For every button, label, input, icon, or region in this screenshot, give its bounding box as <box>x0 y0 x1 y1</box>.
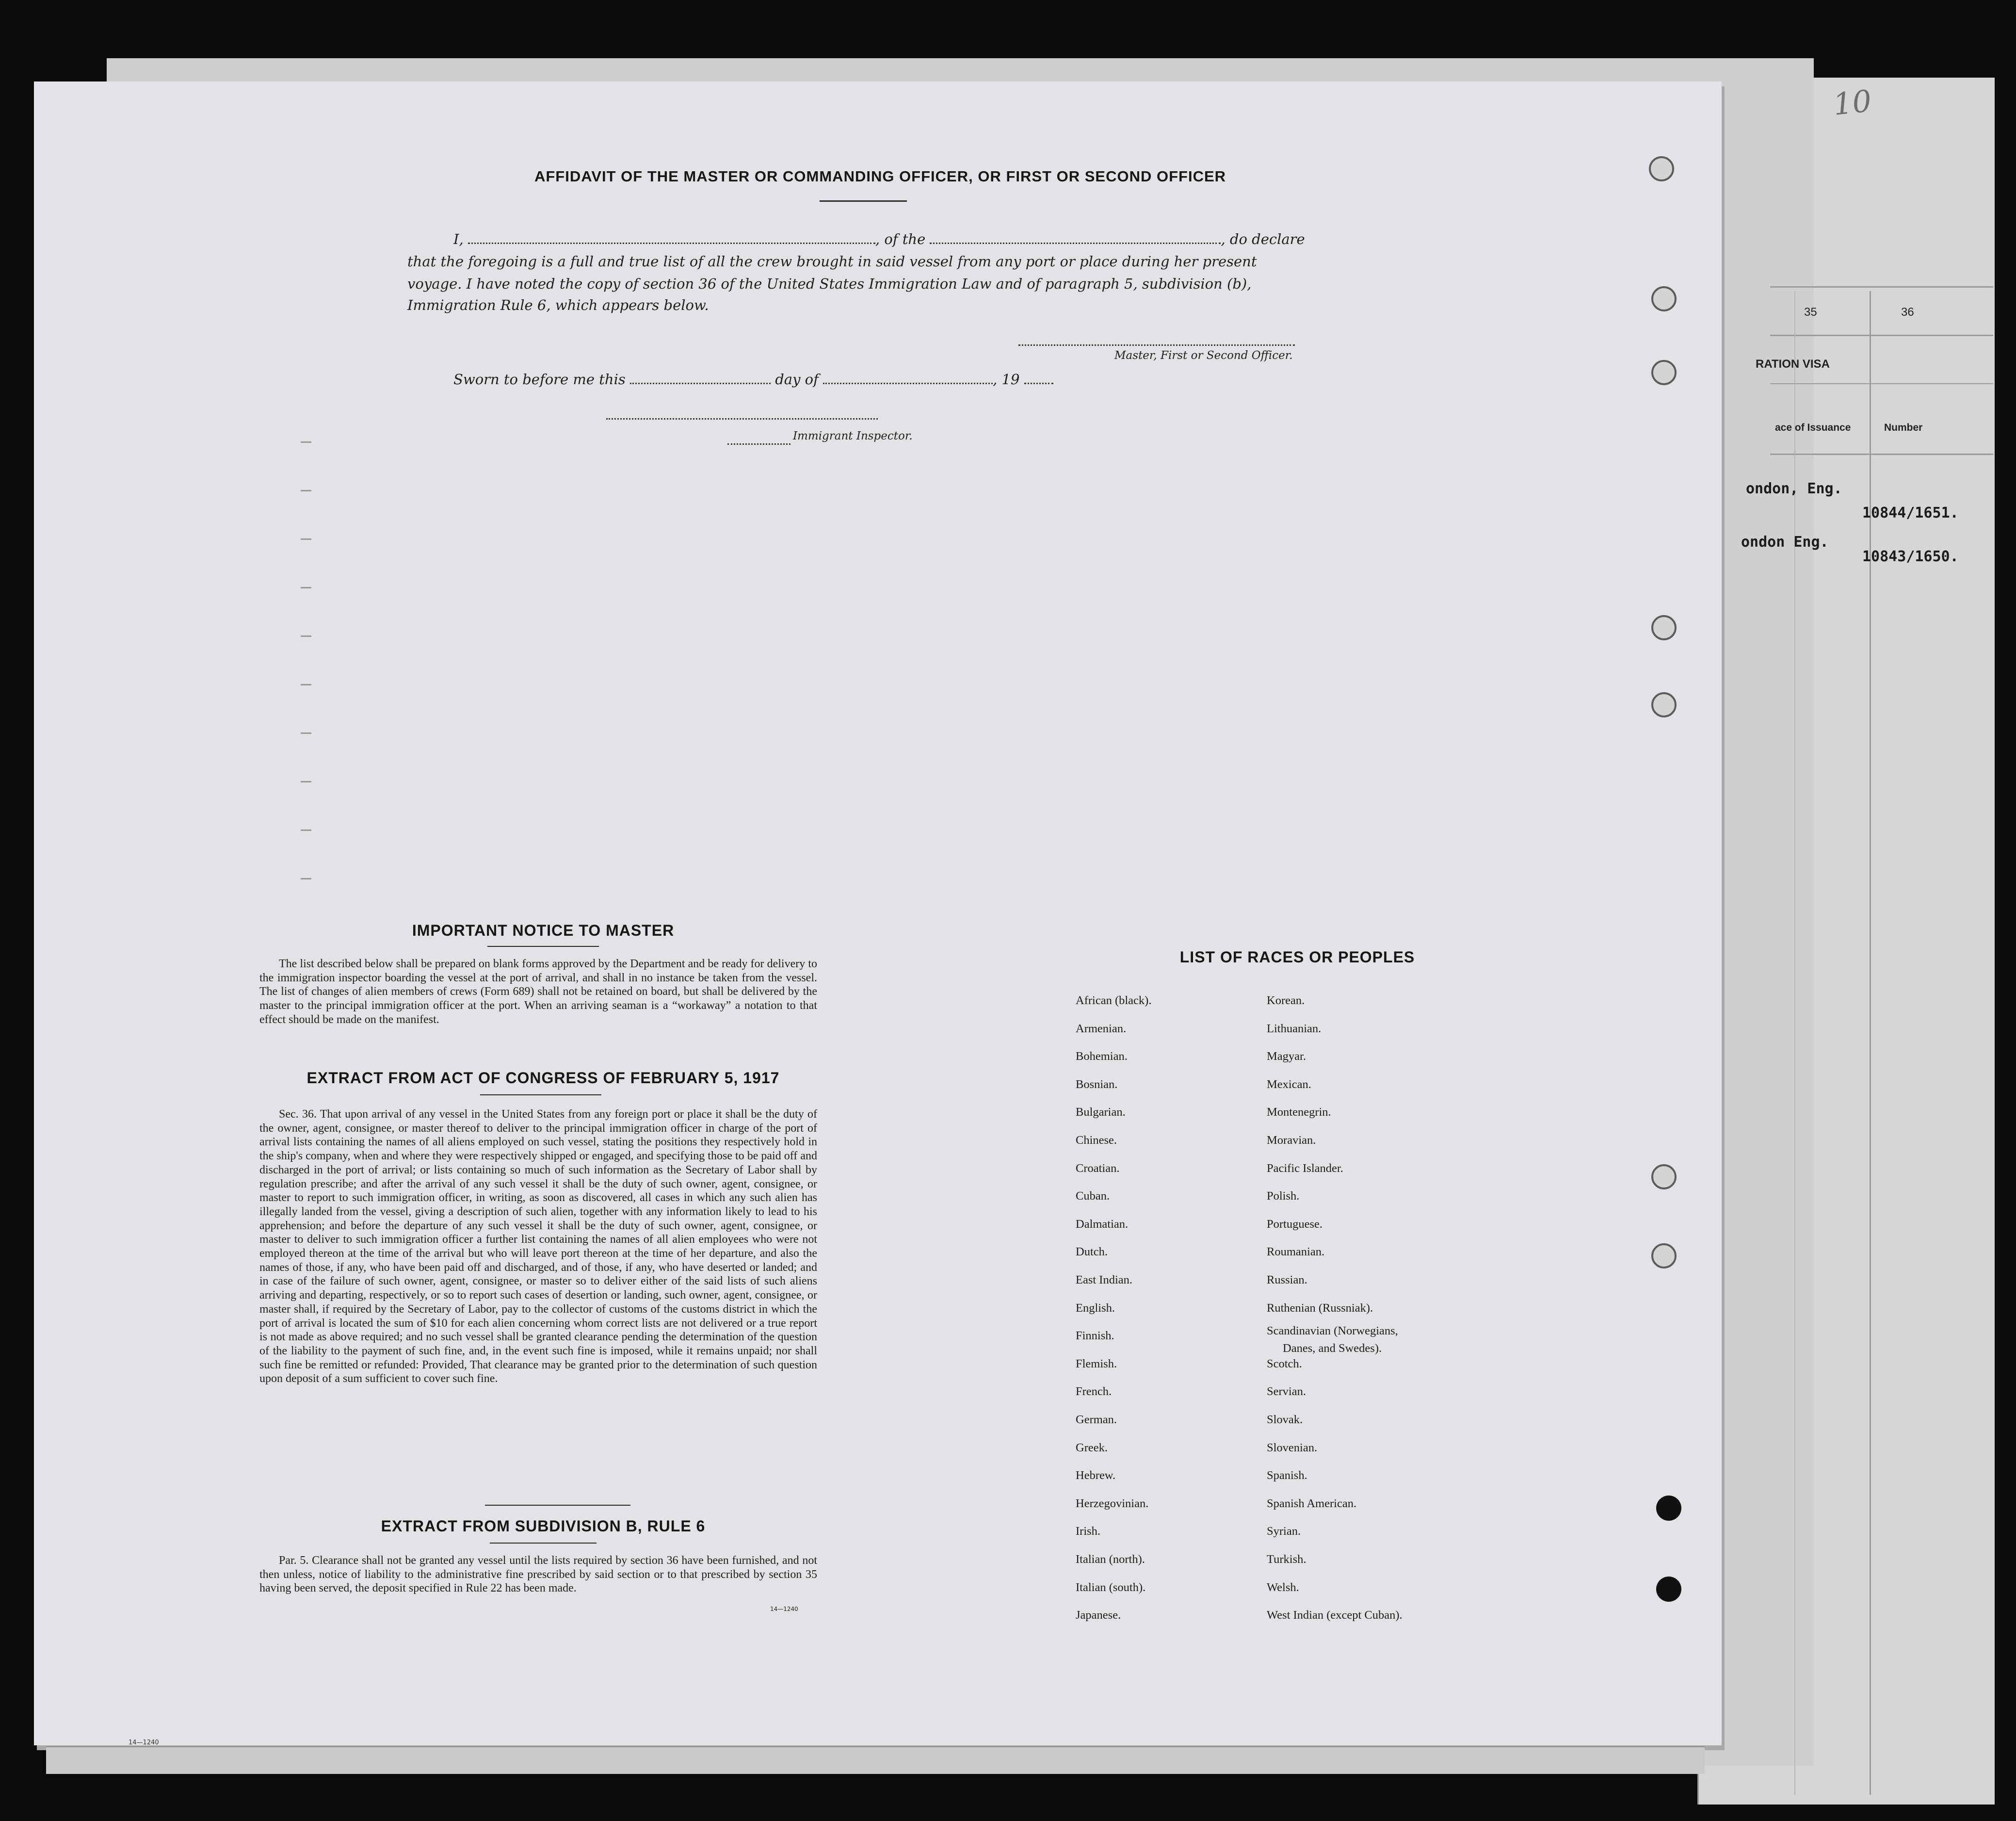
race-item: Roumanian. <box>1267 1245 1325 1259</box>
notice-title: IMPORTANT NOTICE TO MASTER <box>412 922 675 939</box>
race-item: French. <box>1076 1385 1112 1398</box>
declaration-text: voyage. I have noted the copy of section 36 of the United States Immigration Law and of paragraph 5, subdivision (b), <box>407 276 1252 292</box>
race-item: Scotch. <box>1267 1357 1302 1370</box>
race-item: Spanish American. <box>1267 1496 1357 1510</box>
race-item: Bulgarian. <box>1076 1106 1126 1119</box>
race-item: Syrian. <box>1267 1525 1301 1538</box>
affidavit-title: AFFIDAVIT OF THE MASTER OR COMMANDING OFFICER, OR FIRST OR SECOND OFFICER <box>534 168 1226 185</box>
margin-tick <box>301 587 311 588</box>
sworn-line <box>453 371 1053 388</box>
declare-label: , do declare <box>1221 231 1305 247</box>
act-extract-body <box>259 1107 817 1386</box>
master-signature-line[interactable] <box>1018 344 1295 346</box>
race-item: East Indian. <box>1076 1273 1133 1286</box>
strip-column-rule <box>1794 291 1795 1795</box>
rule-paragraph: Par. 5. Clearance shall not be granted any vessel until the lists required by section 36 have been furnished, and not then unless, notice of liability to the administrative fine prescribed by said section or to that prescribed by section 35 having been served, the deposit specified in Rule 22 has been made. <box>259 1554 817 1595</box>
visa-number: 10843/1650. <box>1862 548 1959 565</box>
race-item: Moravian. <box>1267 1134 1316 1147</box>
race-item: Flemish. <box>1076 1357 1117 1370</box>
declarant-label: I, <box>453 231 464 247</box>
race-item: Herzegovinian. <box>1076 1496 1149 1510</box>
race-item: Polish. <box>1267 1189 1300 1203</box>
form-number: 14—1240 <box>770 1606 798 1612</box>
visa-place: ondon, Eng. <box>1746 480 1842 497</box>
races-title: LIST OF RACES OR PEOPLES <box>1179 948 1415 966</box>
race-item: Armenian. <box>1076 1022 1127 1035</box>
visa-number: 10844/1651. <box>1862 504 1959 521</box>
punch-hole <box>1649 156 1674 181</box>
inspector-dots <box>727 443 790 445</box>
sworn-day-field[interactable] <box>630 383 771 384</box>
column-subheader: ace of Issuance <box>1775 422 1851 433</box>
margin-tick <box>301 732 311 734</box>
race-item: Dutch. <box>1076 1245 1108 1259</box>
edge-form-number: 14—1240 <box>129 1739 159 1746</box>
notice-body <box>259 957 817 1027</box>
margin-tick <box>301 490 311 491</box>
race-item: Croatian. <box>1076 1161 1120 1175</box>
handwritten-page-number: 10 <box>1831 83 1873 122</box>
race-item: Spanish. <box>1267 1469 1307 1482</box>
race-item: Welsh. <box>1267 1580 1299 1594</box>
declarant-name-field[interactable] <box>468 243 875 244</box>
rule-extract-body <box>259 1554 817 1595</box>
master-signature-label: Master, First or Second Officer. <box>1114 349 1293 362</box>
punch-hole <box>1656 1577 1681 1602</box>
punch-hole <box>1651 692 1677 717</box>
race-item: Japanese. <box>1076 1609 1121 1622</box>
visa-place: ondon Eng. <box>1741 534 1829 551</box>
race-item: Mexican. <box>1267 1077 1311 1091</box>
race-item: Chinese. <box>1076 1134 1117 1147</box>
race-item: Pacific Islander. <box>1267 1161 1343 1175</box>
page-bottom-edge <box>46 1746 1705 1774</box>
race-item: Finnish. <box>1076 1329 1114 1343</box>
race-item: Lithuanian. <box>1267 1022 1322 1035</box>
rule-extract-title: EXTRACT FROM SUBDIVISION B, RULE 6 <box>381 1517 706 1535</box>
race-item: Slovak. <box>1267 1413 1303 1426</box>
vessel-label: , of the <box>875 231 926 247</box>
punch-hole <box>1651 1243 1677 1268</box>
inspector-signature-line[interactable] <box>606 418 878 420</box>
strip-rule <box>1770 286 1993 288</box>
margin-tick <box>301 441 311 443</box>
race-item: German. <box>1076 1413 1117 1426</box>
margin-tick <box>301 829 311 831</box>
declaration-line <box>453 231 1305 247</box>
margin-tick <box>301 538 311 540</box>
race-item: Dalmatian. <box>1076 1217 1129 1231</box>
race-item: Italian (north). <box>1076 1553 1145 1566</box>
race-item: Bohemian. <box>1076 1050 1128 1063</box>
race-item: Greek. <box>1076 1441 1108 1454</box>
race-item: Servian. <box>1267 1385 1306 1398</box>
act-paragraph: Sec. 36. That upon arrival of any vessel in the United States from any foreign port or place it shall be the duty of the owner, agent, consignee, or master thereof to deliver to the principal immigration officer in charge of the port of arrival lists containing the names of all aliens employed on such vessel, stating the positions they respectively hold in the ship's company, when and where they were respectively shipped or engaged, and specifying those to be paid off and discharged in the port of arrival; or lists containing so much of such information as the Secretary of Labor shall by regulation prescribe; and after the arrival of any such vessel it shall be the duty of such owner, agent, consignee, or master to report to such immigration officer, in writing, as soon as discovered, all cases in which any such alien has illegally landed from the vessel, giving a description of such alien, together with any information likely to lead to his apprehension; and before the departure of any such vessel it shall be the duty of such owner, agent, consignee, or master to deliver to such immigration officer a further list containing the names of all alien employees who were not employed thereon at the time of the arrival but who will leave port thereon at the time of her departure, and also the names of those, if any, who have been paid off and discharged, and of those, if any, who have deserted or landed; and in case of the failure of such owner, agent, consignee, or master so to deliver either of the said lists of such aliens arriving and departing, respectively, or so to report such cases of desertion or landing, such owner, agent, consignee, or master shall, if required by the Secretary of Labor, pay to the collector of customs of the customs district in which the port of arrival is located the sum of $10 for each alien concerning whom correct lists are not delivered or a true report is not made as above required; and no such vessel shall be granted clearance pending the determination of the question of the liability to the payment of such fine, and, in the event such fine is imposed, while it remains unpaid; nor shall such fine be remitted or refunded: Provided, That clearance may be granted prior to the determination of such question upon deposit of a sum sufficient to cover such fine. <box>259 1108 817 1385</box>
strip-rule <box>1770 383 1993 384</box>
margin-tick <box>301 781 311 782</box>
race-item: Turkish. <box>1267 1553 1306 1566</box>
strip-rule <box>1770 454 1993 455</box>
race-item: Russian. <box>1267 1273 1307 1286</box>
strip-rule <box>1770 335 1993 336</box>
title-rule <box>820 200 907 202</box>
declaration-text: that the foregoing is a full and true list of all the crew brought in said vessel from any port or place during her present <box>407 253 1257 270</box>
column-subheader: Number <box>1884 422 1923 433</box>
race-item: Magyar. <box>1267 1050 1306 1063</box>
punch-hole <box>1656 1496 1681 1521</box>
margin-tick <box>301 684 311 685</box>
race-item: Scandinavian (Norwegians, <box>1267 1324 1398 1338</box>
margin-tick <box>301 878 311 879</box>
column-header: RATION VISA <box>1756 358 1830 371</box>
vessel-name-field[interactable] <box>930 243 1221 244</box>
race-item: Hebrew. <box>1076 1469 1116 1482</box>
race-item: Montenegrin. <box>1267 1106 1331 1119</box>
declaration-text: Immigration Rule 6, which appears below. <box>407 297 709 313</box>
race-item: Korean. <box>1267 994 1305 1007</box>
punch-hole <box>1651 1164 1677 1189</box>
act-extract-title: EXTRACT FROM ACT OF CONGRESS OF FEBRUARY 5, 1917 <box>306 1069 780 1087</box>
race-item: Slovenian. <box>1267 1441 1318 1454</box>
sworn-year-field[interactable] <box>1024 383 1053 384</box>
punch-hole <box>1651 360 1677 385</box>
day-of-label: day of <box>775 371 819 388</box>
title-rule <box>480 1094 601 1095</box>
race-item: English. <box>1076 1301 1115 1315</box>
column-number: 36 <box>1901 306 1914 319</box>
notice-paragraph: The list described below shall be prepared on blank forms approved by the Department and be ready for delivery to the immigration inspector boarding the vessel at the port of arrival, and shall in no instance be taken from the vessel. The list of changes of alien members of crews (Form 689) shall not be retained on board, but shall be delivered by the master to the principal immigration officer at the port. When an arriving seaman is a “workaway” a notation to that effect should be made on the manifest. <box>259 958 817 1026</box>
section-rule <box>485 1505 630 1506</box>
race-item: African (black). <box>1076 994 1152 1007</box>
sworn-month-field[interactable] <box>823 383 993 384</box>
title-rule <box>490 1543 597 1544</box>
race-item: Irish. <box>1076 1525 1101 1538</box>
race-item: Ruthenian (Russniak). <box>1267 1301 1373 1315</box>
sworn-label: Sworn to before me this <box>453 371 626 388</box>
race-item: Bosnian. <box>1076 1077 1118 1091</box>
inspector-label: Immigrant Inspector. <box>793 430 913 442</box>
race-item: Cuban. <box>1076 1189 1110 1203</box>
margin-tick <box>301 635 311 637</box>
year-label: , 19 <box>993 371 1020 388</box>
punch-hole <box>1651 615 1677 640</box>
race-item: West Indian (except Cuban). <box>1267 1609 1403 1622</box>
race-item: Portuguese. <box>1267 1217 1322 1231</box>
column-number: 35 <box>1804 306 1817 319</box>
affidavit-page <box>34 81 1722 1745</box>
punch-hole <box>1651 286 1677 311</box>
race-item: Danes, and Swedes). <box>1283 1342 1382 1355</box>
title-rule <box>487 946 599 947</box>
race-item: Italian (south). <box>1076 1580 1146 1594</box>
